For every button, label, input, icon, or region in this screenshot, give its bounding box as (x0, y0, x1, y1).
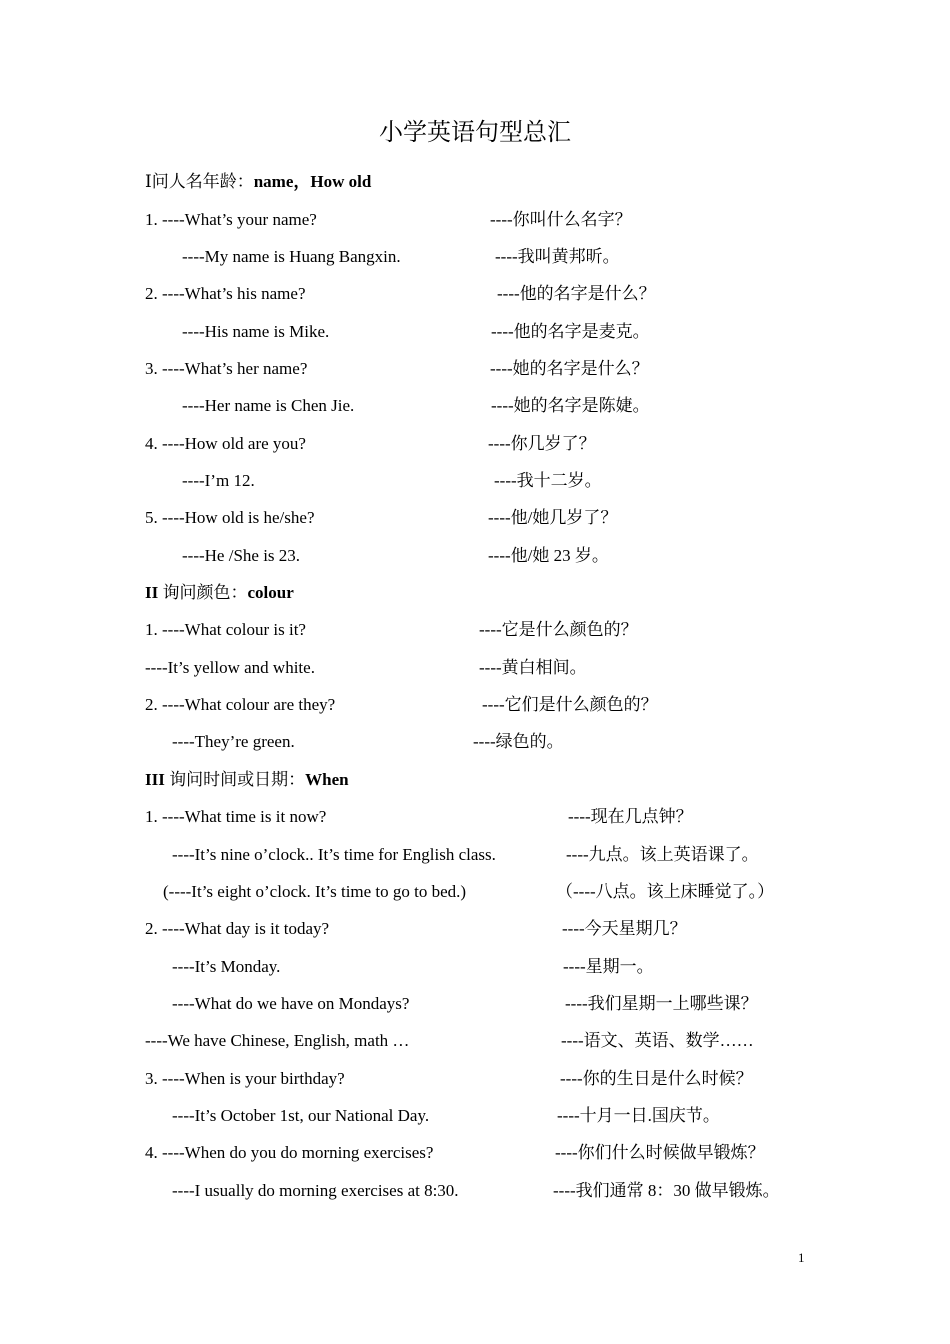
english-sentence: ----Her name is Chen Jie. (182, 396, 355, 415)
english-sentence: ----It’s October 1st, our National Day. (172, 1106, 430, 1125)
sentence-pair (0, 803, 950, 831)
chinese-translation: ----我十二岁。 (494, 471, 602, 490)
sentence-pair (0, 654, 950, 682)
english-sentence: 5. ----How old is he/she? (145, 508, 315, 527)
chinese-translation: ----它是什么颜色的？ (479, 620, 638, 639)
chinese-translation: ----她的名字是陈婕。 (491, 396, 650, 415)
english-sentence: ----My name is Huang Bangxin. (182, 247, 401, 266)
sentence-pair (0, 355, 950, 383)
sentence-pair (0, 841, 950, 869)
english-sentence: 2. ----What day is it today? (145, 919, 330, 938)
sentence-pair (0, 1139, 950, 1167)
english-sentence: ----What do we have on Mondays? (172, 994, 410, 1013)
chinese-translation: ----他/她几岁了？ (488, 508, 618, 527)
sentence-pair (0, 467, 950, 495)
chinese-translation: ----九点。该上英语课了。 (566, 845, 759, 864)
chinese-translation: ----它们是什么颜色的？ (482, 695, 658, 714)
section-heading-1-prefix: Ⅰ问人名年龄： (145, 172, 254, 191)
sentence-pair (0, 1065, 950, 1093)
english-sentence: 2. ----What’s his name? (145, 284, 306, 303)
english-sentence: ----I’m 12. (182, 471, 255, 490)
english-sentence: ----We have Chinese, English, math … (145, 1031, 410, 1050)
sentence-pair (0, 953, 950, 981)
sentence-pair (0, 728, 950, 756)
section-heading-3 (145, 766, 349, 794)
english-sentence: 2. ----What colour are they? (145, 695, 336, 714)
english-sentence: ----It’s Monday. (172, 957, 281, 976)
chinese-translation: ----你们什么时候做早锻炼？ (555, 1143, 765, 1162)
chinese-translation: ----你叫什么名字？ (490, 210, 632, 229)
english-sentence: ----His name is Mike. (182, 322, 330, 341)
english-sentence: (----It’s eight o’clock. It’s time to go to bed.) (163, 882, 467, 901)
chinese-translation: ----今天星期几？ (562, 919, 687, 938)
sentence-pair (0, 542, 950, 570)
sentence-pair (0, 504, 950, 532)
sentence-pair (0, 616, 950, 644)
sentence-pair (0, 1102, 950, 1130)
chinese-translation: ----他的名字是什么？ (497, 284, 656, 303)
chinese-translation: ----你几岁了？ (488, 434, 596, 453)
section-heading-2-bold: colour (247, 583, 294, 602)
chinese-translation: ----黄白相间。 (479, 658, 587, 677)
sentence-pair (0, 691, 950, 719)
chinese-translation: ----他/她 23 岁。 (488, 546, 609, 565)
section-heading-3-numeral: III (145, 770, 165, 789)
english-sentence: ----It’s nine o’clock.. It’s time for English class. (172, 845, 496, 864)
sentence-pair (0, 915, 950, 943)
sentence-pair (0, 878, 950, 906)
page-number: 1 (798, 1250, 805, 1265)
chinese-translation: ----我们星期一上哪些课？ (565, 994, 758, 1013)
chinese-translation: （----八点。该上床睡觉了。） (556, 882, 775, 901)
english-sentence: 3. ----When is your birthday? (145, 1069, 345, 1088)
section-heading-2 (145, 579, 294, 607)
sentence-pair (0, 430, 950, 458)
chinese-translation: ----现在几点钟？ (568, 807, 693, 826)
sentence-pair (0, 392, 950, 420)
english-sentence: 1. ----What colour is it? (145, 620, 306, 639)
section-heading-1 (145, 168, 371, 196)
chinese-translation: ----他的名字是麦克。 (491, 322, 650, 341)
sentence-pair (0, 280, 950, 308)
page-title: 小学英语句型总汇 (379, 120, 571, 146)
chinese-translation: ----十月一日.国庆节。 (557, 1106, 720, 1125)
sentence-pair (0, 1027, 950, 1055)
sentence-pair (0, 206, 950, 234)
chinese-translation: ----语文、英语、数学…… (561, 1031, 754, 1050)
chinese-translation: ----我们通常 8：30 做早锻炼。 (553, 1181, 780, 1200)
section-heading-3-prefix: 询问时间或日期： (164, 770, 306, 789)
sentence-pair (0, 243, 950, 271)
sentence-pair (0, 1177, 950, 1205)
english-sentence: 1. ----What’s your name? (145, 210, 317, 229)
chinese-translation: ----我叫黄邦昕。 (495, 247, 620, 266)
chinese-translation: ----星期一。 (563, 957, 654, 976)
chinese-translation: ----她的名字是什么？ (490, 359, 649, 378)
english-sentence: ----I usually do morning exercises at 8:30. (172, 1181, 459, 1200)
section-heading-1-bold: name，How old (253, 172, 372, 191)
sentence-pair (0, 318, 950, 346)
section-heading-2-numeral: II (145, 583, 159, 602)
english-sentence: ----They’re green. (172, 732, 295, 751)
english-sentence: 4. ----When do you do morning exercises? (145, 1143, 434, 1162)
english-sentence: 3. ----What’s her name? (145, 359, 308, 378)
english-sentence: 1. ----What time is it now? (145, 807, 327, 826)
chinese-translation: ----绿色的。 (473, 732, 564, 751)
english-sentence: ----He /She is 23. (182, 546, 301, 565)
section-heading-3-bold: When (305, 770, 349, 789)
english-sentence: 4. ----How old are you? (145, 434, 306, 453)
english-sentence: ----It’s yellow and white. (145, 658, 315, 677)
chinese-translation: ----你的生日是什么时候？ (560, 1069, 753, 1088)
sentence-pair (0, 990, 950, 1018)
section-heading-2-prefix: 询问颜色： (158, 583, 248, 602)
